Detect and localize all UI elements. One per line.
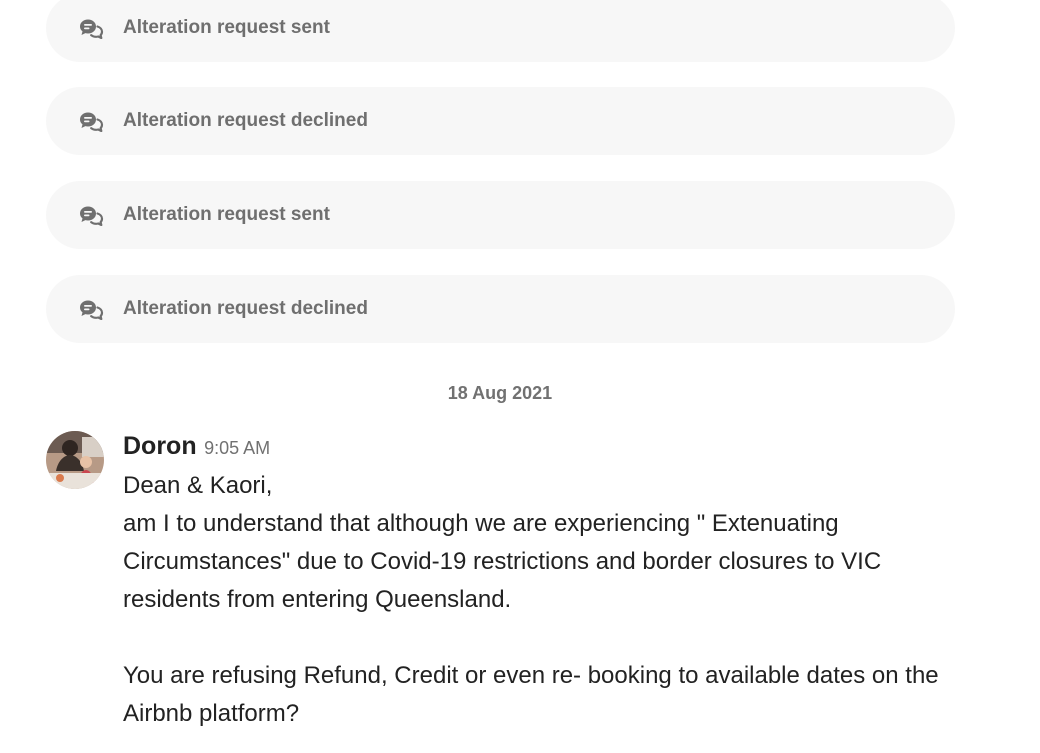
event-alteration-request-sent: [46, 0, 955, 62]
chat-bubbles-icon: [78, 298, 104, 320]
event-alteration-request-sent: [46, 181, 955, 249]
message-line: am I to understand that although we are experiencing " Extenuating Circumstances" due to Covid-19 restrictions and border closures to VIC residents from entering Queensland.: [123, 510, 882, 613]
event-label: Alteration request sent: [123, 204, 330, 225]
chat-bubbles-icon: [78, 110, 104, 132]
event-alteration-request-declined: [46, 275, 955, 343]
message-body: [123, 467, 973, 733]
event-label: Alteration request declined: [123, 298, 368, 319]
paragraph-gap: [123, 619, 973, 657]
message-header: [123, 432, 270, 461]
chat-bubbles-icon: [78, 17, 104, 39]
event-alteration-request-declined: [46, 87, 955, 155]
event-label: Alteration request sent: [123, 17, 330, 38]
message-timestamp: 9:05 AM: [204, 438, 271, 458]
sender-name[interactable]: Doron: [123, 432, 197, 460]
chat-bubbles-icon: [78, 204, 104, 226]
event-label: Alteration request declined: [123, 110, 368, 131]
avatar[interactable]: [46, 431, 104, 489]
message-line: Dean & Kaori,: [123, 472, 273, 499]
message-line: You are refusing Refund, Credit or even re- booking to available dates on the Airbnb platform?: [123, 662, 939, 727]
date-separator: 18 Aug 2021: [447, 383, 553, 403]
